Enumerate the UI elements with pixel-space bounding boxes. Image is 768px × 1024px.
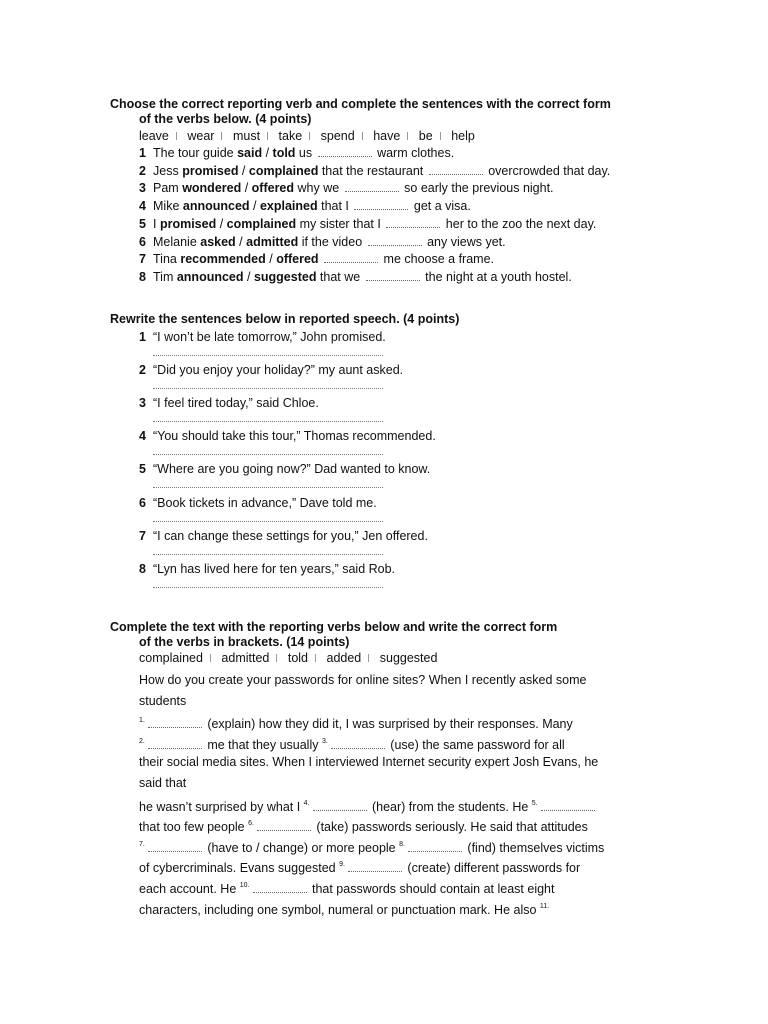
answer-gap[interactable]: [348, 861, 402, 872]
answer-line[interactable]: [153, 355, 383, 356]
text-fragment: (have to / change) or more people: [203, 840, 400, 855]
text-fragment: that passwords should contain at least eight: [308, 881, 555, 896]
item-number: 5: [139, 462, 146, 477]
item-text: The tour guide: [153, 146, 238, 160]
answer-gap[interactable]: [148, 738, 202, 749]
item-text: [319, 252, 322, 266]
item-text: Tina: [153, 252, 181, 267]
verb-option[interactable]: announced: [176, 269, 244, 284]
answer-line[interactable]: [153, 421, 383, 422]
gap-number: 2.: [139, 737, 145, 745]
answer-gap[interactable]: [331, 738, 385, 749]
item-text: Jess: [153, 163, 183, 178]
section-c-text: [139, 670, 639, 917]
word: added: [326, 651, 362, 665]
text-fragment: (use) the same password for all: [386, 737, 565, 752]
text-line: [139, 897, 639, 918]
gap-number: 4.: [303, 799, 310, 807]
word: wear: [187, 129, 215, 143]
text-line: said that: [139, 775, 187, 790]
item-text: Pam: [153, 181, 183, 196]
section-a-heading-line2: of the verbs below. (4 points): [139, 112, 312, 126]
word: leave: [139, 129, 169, 143]
text-fragment: (create) different passwords for: [403, 861, 581, 876]
answer-gap[interactable]: [386, 217, 440, 228]
sentence-item: [139, 234, 506, 250]
item-text: warm clothes.: [373, 146, 455, 160]
answer-line[interactable]: [153, 388, 383, 389]
section-a-heading-line1: Choose the correct reporting verb and complete the sentences with the correct form: [110, 97, 611, 111]
verb-option[interactable]: offered: [251, 181, 295, 196]
verb-option[interactable]: promised: [182, 163, 239, 178]
item-text: me choose a frame.: [380, 252, 495, 267]
text-fragment: me that they usually: [203, 737, 322, 752]
section-b-heading-text: Rewrite the sentences below in reported speech. (4 points): [110, 312, 460, 326]
item-number: 4: [139, 199, 146, 214]
option-separator: /: [265, 252, 277, 267]
item-text: overcrowded that day.: [484, 163, 611, 178]
verb-option[interactable]: announced: [182, 199, 250, 214]
item-text: that I: [317, 199, 353, 214]
text-fragment: characters, including one symbol, numeral or punctuation mark. He also: [139, 902, 540, 917]
answer-gap[interactable]: [345, 181, 399, 192]
answer-gap[interactable]: [408, 841, 462, 852]
text-line: [139, 814, 639, 835]
gap-number: 7.: [139, 840, 145, 848]
item-text: any views yet.: [423, 234, 506, 249]
item-text: that the restaurant: [318, 163, 427, 178]
section-a-heading: [110, 97, 611, 127]
verb-option[interactable]: complained: [248, 163, 319, 178]
item-text: why we: [294, 181, 343, 196]
text-line: How do you create your passwords for online sites? When I recently asked some: [139, 673, 587, 687]
item-number: 1: [139, 330, 146, 344]
sentence-item: [139, 216, 596, 232]
item-text: Tim: [153, 269, 177, 284]
item-number: 6: [139, 234, 146, 249]
word: help: [451, 129, 475, 143]
answer-gap[interactable]: [368, 235, 422, 246]
reported-speech-item: [139, 561, 395, 577]
answer-gap[interactable]: [324, 252, 378, 263]
option-separator: /: [238, 163, 249, 178]
text-fragment: each account. He: [139, 881, 240, 896]
answer-line[interactable]: [153, 521, 383, 522]
item-text: so early the previous night.: [400, 181, 554, 196]
item-text: that we: [316, 269, 364, 284]
item-number: 8: [139, 269, 146, 284]
answer-gap[interactable]: [257, 820, 311, 831]
item-text: my sister that I: [296, 216, 385, 231]
answer-line[interactable]: [153, 554, 383, 555]
item-text: the night at a youth hostel.: [421, 269, 572, 284]
item-number: 3: [139, 396, 146, 411]
verb-option[interactable]: suggested: [253, 269, 317, 284]
verb-option[interactable]: promised: [159, 216, 217, 231]
sentence-item: [139, 198, 471, 214]
answer-gap[interactable]: [318, 146, 372, 157]
text-line: [139, 794, 639, 815]
text-line: [139, 855, 639, 876]
verb-option[interactable]: explained: [259, 199, 318, 214]
answer-line[interactable]: [153, 454, 383, 455]
answer-gap[interactable]: [541, 800, 595, 811]
word: suggested: [379, 651, 438, 665]
reported-speech-item: [139, 395, 319, 411]
verb-option[interactable]: complained: [226, 216, 297, 231]
text-fragment: (find) themselves victims: [463, 840, 605, 855]
word: spend: [320, 129, 355, 143]
text-fragment: that too few people: [139, 820, 249, 835]
gap-number: 11.: [539, 902, 550, 910]
quote-text: “I feel tired today,” said Chloe.: [153, 396, 319, 411]
verb-option[interactable]: asked: [200, 234, 236, 249]
verb-option[interactable]: said: [237, 146, 263, 160]
verb-option[interactable]: offered: [276, 252, 319, 267]
item-text: her to the zoo the next day.: [442, 216, 597, 231]
verb-option[interactable]: admitted: [246, 234, 299, 249]
section-c-heading-line2: of the verbs in brackets. (14 points): [139, 635, 350, 649]
text-line: [139, 835, 639, 856]
quote-text: “I won’t be late tomorrow,” John promised.: [153, 330, 386, 344]
item-text: Melanie: [153, 234, 201, 249]
reported-speech-item: [139, 528, 428, 544]
item-number: 1: [139, 146, 146, 160]
quote-text: “Book tickets in advance,” Dave told me.: [153, 495, 377, 510]
text-fragment: (take) passwords seriously. He said that attitudes: [312, 820, 588, 835]
reported-speech-item: [139, 329, 386, 345]
text-line: [139, 711, 639, 732]
item-text: Mike: [153, 199, 183, 214]
text-line: [139, 876, 639, 897]
answer-gap[interactable]: [429, 164, 483, 175]
quote-text: “I can change these settings for you,” Jen offered.: [153, 528, 428, 543]
text-line: students: [139, 693, 187, 708]
word: must: [232, 129, 261, 143]
gap-number: 8.: [399, 840, 405, 848]
gap-number: 1.: [139, 717, 145, 725]
item-number: 7: [139, 252, 146, 267]
text-fragment: he wasn’t surprised by what I: [139, 799, 304, 814]
word: be: [418, 129, 433, 143]
reported-speech-item: [139, 362, 403, 378]
gap-number: 10.: [239, 881, 250, 889]
reported-speech-item: [139, 428, 436, 444]
text-fragment: of cybercriminals. Evans suggested: [139, 861, 340, 876]
verb-option[interactable]: wondered: [182, 181, 242, 196]
item-number: 7: [139, 528, 146, 543]
reported-speech-item: [139, 461, 430, 477]
gap-number: 6.: [248, 820, 254, 828]
answer-gap[interactable]: [366, 270, 420, 281]
answer-gap[interactable]: [313, 800, 367, 811]
item-text: get a visa.: [410, 199, 471, 214]
item-number: 4: [139, 429, 146, 444]
text-line: [139, 732, 639, 753]
sentence-item: [139, 269, 572, 285]
quote-text: “You should take this tour,” Thomas recommended.: [153, 429, 436, 444]
gap-number: 3.: [321, 737, 328, 745]
word: told: [287, 651, 309, 665]
text-line: their social media sites. When I interviewed Internet security expert Josh Evans, he: [139, 755, 599, 770]
option-separator: /: [243, 269, 254, 284]
sentence-item: [139, 163, 610, 179]
word: admitted: [221, 651, 270, 665]
item-text: us: [295, 146, 316, 160]
section-c-heading-line1: Complete the text with the reporting verbs below and write the correct form: [110, 620, 558, 634]
gap-number: 9.: [339, 861, 345, 869]
section-b-heading: [110, 312, 459, 327]
option-separator: /: [262, 146, 273, 160]
sentence-item: [139, 145, 454, 161]
item-number: 6: [139, 495, 146, 510]
item-number: 5: [139, 216, 146, 231]
quote-text: “Did you enjoy your holiday?” my aunt asked.: [153, 363, 404, 378]
option-separator: /: [235, 234, 247, 249]
option-separator: /: [249, 199, 260, 214]
item-number: 2: [139, 163, 146, 178]
verb-option[interactable]: told: [272, 146, 296, 160]
text-fragment: (hear) from the students. He: [368, 799, 532, 814]
quote-text: “Lyn has lived here for ten years,” said Rob.: [153, 561, 396, 576]
sentence-item: [139, 251, 494, 267]
item-number: 8: [139, 561, 146, 576]
section-c-word-bank: [139, 650, 437, 666]
item-text: if the video: [298, 234, 366, 249]
answer-gap[interactable]: [253, 882, 307, 893]
word: take: [278, 129, 303, 143]
item-number: 2: [139, 363, 146, 378]
text-fragment: (explain) how they did it, I was surprised by their responses. Many: [203, 717, 573, 732]
sentence-item: [139, 180, 554, 196]
item-text: I: [153, 216, 160, 231]
item-number: 3: [139, 181, 146, 196]
word: have: [373, 129, 401, 143]
option-separator: /: [241, 181, 252, 196]
reported-speech-item: [139, 495, 377, 511]
word: complained: [139, 651, 203, 665]
option-separator: /: [216, 216, 227, 231]
gap-number: 5.: [531, 799, 538, 807]
verb-option[interactable]: recommended: [180, 252, 266, 267]
answer-gap[interactable]: [354, 199, 408, 210]
answer-line[interactable]: [153, 487, 383, 488]
answer-line[interactable]: [153, 587, 383, 588]
answer-gap[interactable]: [148, 717, 202, 728]
section-c-heading: [110, 620, 557, 650]
quote-text: “Where are you going now?” Dad wanted to know.: [153, 462, 431, 477]
section-a-word-bank: [139, 128, 475, 144]
answer-gap[interactable]: [148, 841, 202, 852]
